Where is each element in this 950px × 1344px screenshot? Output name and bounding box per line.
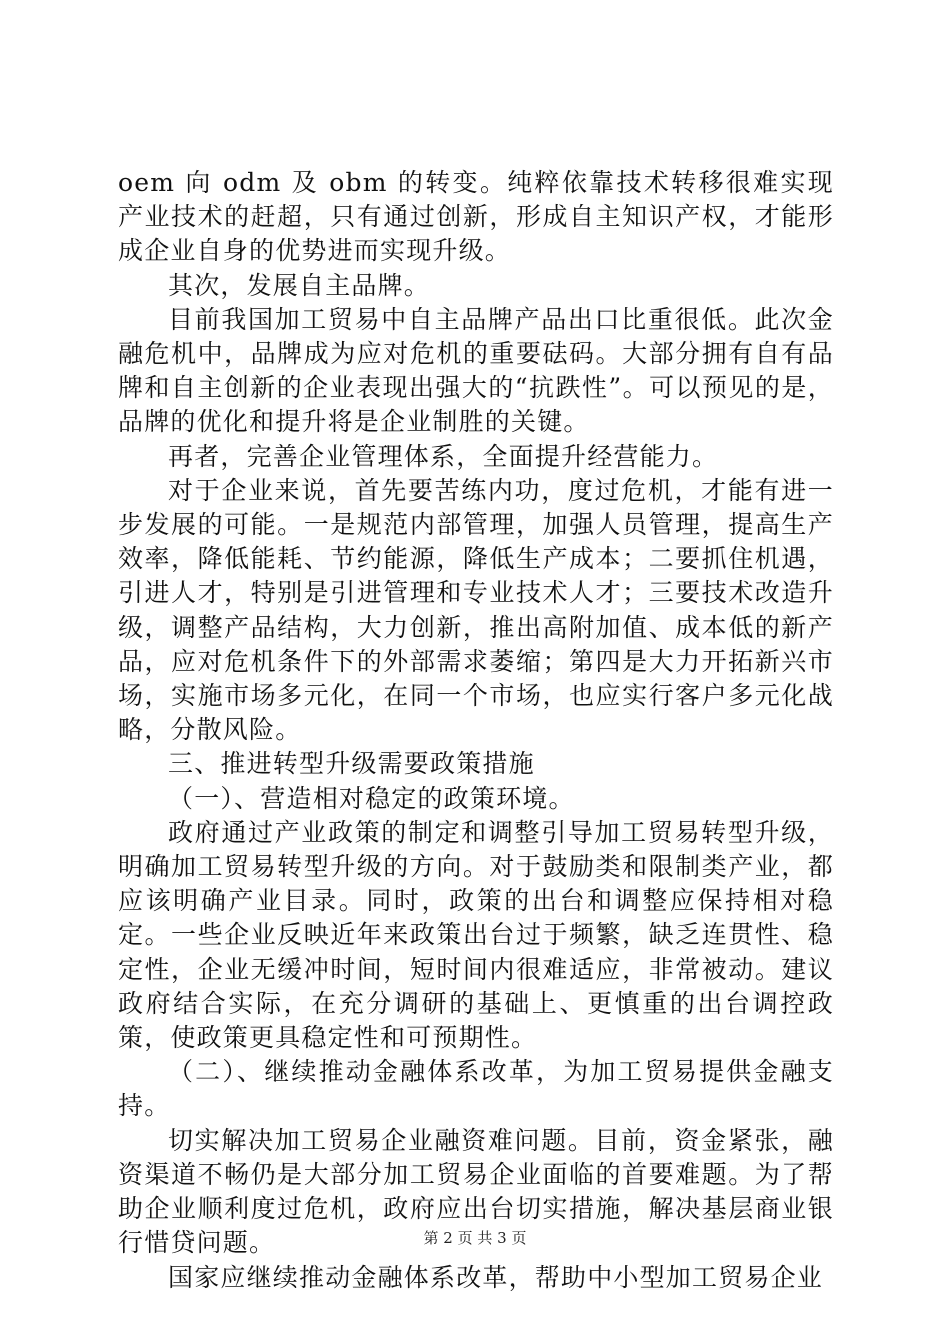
paragraph-national-reform: 国家应继续推动金融体系改革，帮助中小型加工贸易企业 — [168, 1262, 824, 1292]
paragraph-financing: 切实解决加工贸易企业融资难问题。目前，资金紧张，融资渠道不畅仍是大部分加工贸易企业面临的首要难题。为了帮助企业顺利度过危机，政府应出台切实措施，解决基层商业银行惜贷问题。 — [118, 1125, 834, 1258]
subheading-financial-reform: （二）、继续推动金融体系改革，为加工贸易提供金融支持。 — [118, 1057, 834, 1121]
paragraph-heading-brand: 其次，发展自主品牌。 — [168, 270, 431, 300]
section-heading-policy: 三、推进转型升级需要政策措施 — [168, 749, 535, 779]
paragraph-heading-management: 再者，完善企业管理体系，全面提升经营能力。 — [168, 441, 719, 471]
page-footer — [0, 1228, 950, 1248]
paragraph-management-detail: 对于企业来说，首先要苦练内功，度过危机，才能有进一步发展的可能。一是规范内部管理，加强人员管理，提高生产效率，降低能耗、节约能源，降低生产成本；二要抓住机遇，引进人才，特别是引进管理和专业技术人才；三要技术改造升级，调整产品结构，大力创新，推出高附加值、成本低的新产品，应对危机条件下的外部需求萎缩；第四是大力开拓新兴市场，实施市场多元化，在同一个市场，也应实行客户多元化战略，分散风险。 — [118, 475, 834, 745]
subheading-policy-environment: （一）、营造相对稳定的政策环境。 — [168, 783, 575, 813]
paragraph-policy-environment: 政府通过产业政策的制定和调整引导加工贸易转型升级，明确加工贸易转型升级的方向。对于鼓励类和限制类产业，都应该明确产业目录。同时，政策的出台和调整应保持相对稳定。一些企业反映近年来政策出台过于频繁，缺乏连贯性、稳定性，企业无缓冲时间，短时间内很难适应，非常被动。建议政府结合实际，在充分调研的基础上、更慎重的出台调控政策，使政策更具稳定性和可预期性。 — [118, 817, 834, 1053]
document-body — [118, 166, 834, 1295]
page-number-label: 第 2 页 共 3 页 — [423, 1229, 527, 1247]
paragraph-continuation: oem 向 odm 及 obm 的转变。纯粹依靠技术转移很难实现产业技术的赶超，只有通过创新，形成自主知识产权，才能形成企业自身的优势进而实现升级。 — [118, 168, 834, 266]
paragraph-brand-detail: 目前我国加工贸易中自主品牌产品出口比重很低。此次金融危机中，品牌成为应对危机的重要砝码。大部分拥有自有品牌和自主创新的企业表现出强大的“抗跌性”。可以预见的是，品牌的优化和提升将是企业制胜的关键。 — [118, 304, 834, 437]
